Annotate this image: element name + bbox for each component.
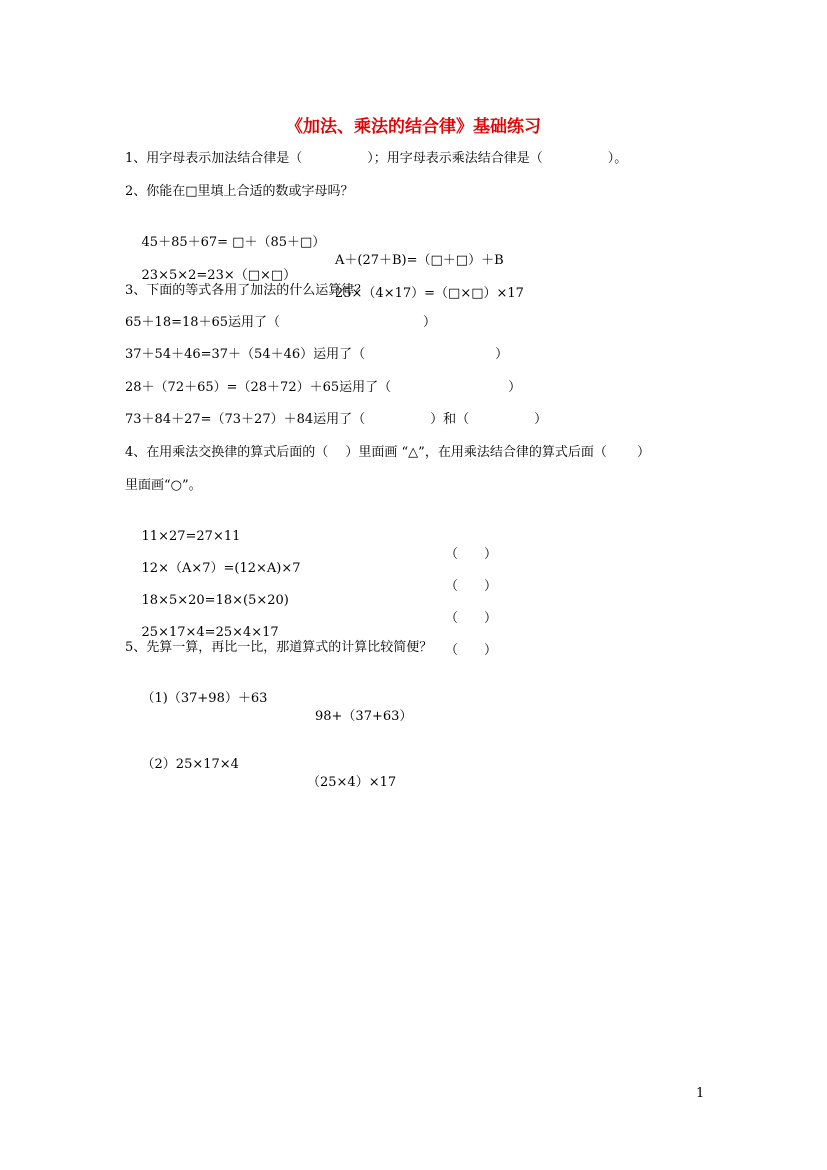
q5-expression-2a: （2）25×17×4 [141,757,239,772]
q4-answer-blank: （ ） [445,643,498,658]
question-1: 1、用字母表示加法结合律是（ ）；用字母表示乘法结合律是（ ）。 [125,151,628,166]
question-4-heading-continued: 里面画“○”。 [125,478,202,493]
q4-expression: 18×5×20=18×(5×20) [141,593,289,608]
page-title: 《加法、乘法的结合律》基础练习 [286,117,541,137]
q5-pair-2 [125,738,397,810]
q2-expression-2a: 23×5×2=23×（□×□） [141,268,297,283]
q2-expression-1b: A＋(27＋B)=（□＋□）＋B [335,253,504,268]
q5-pair-1 [125,672,413,744]
q3-item: 65＋18=18＋65运用了（ ） [125,315,437,330]
page-number: 1 [696,1086,705,1101]
question-3-heading: 3、下面的等式各用了加法的什么运算律？ [125,283,368,298]
q4-expression: 11×27=27×11 [141,529,241,544]
q2-expression-2b: 25×（4×17）=（□×□）×17 [335,286,524,301]
q5-expression-1b: 98+（37+63） [315,709,413,724]
q4-answer-blank: （ ） [445,547,498,562]
q4-expression: 12×（A×7）=(12×A)×7 [141,561,301,576]
question-4-heading: 4、在用乘法交换律的算式后面的（ ）里面画 “△”，在用乘法结合律的算式后面（ ） [125,445,650,460]
question-2-heading: 2、你能在□里填上合适的数或字母吗？ [125,184,354,199]
q5-expression-2b: （25×4）×17 [307,775,397,790]
q3-item: 28＋（72＋65）=（28＋72）＋65运用了（ ） [125,380,522,395]
q4-answer-blank: （ ） [445,611,498,626]
q3-item: 73＋84＋27=（73＋27）＋84运用了（ ）和（ ） [125,412,548,427]
q5-expression-1a: （1)（37+98）＋63 [141,691,268,706]
q2-expression-1a: 45＋85＋67= □＋（85＋□） [141,235,326,250]
q3-item: 37＋54＋46=37＋（54＋46）运用了（ ） [125,347,509,362]
q4-expression: 25×17×4=25×4×17 [141,625,279,640]
q4-answer-blank: （ ） [445,579,498,594]
question-5-heading: 5、先算一算，再比一比，那道算式的计算比较简便？ [125,640,433,655]
